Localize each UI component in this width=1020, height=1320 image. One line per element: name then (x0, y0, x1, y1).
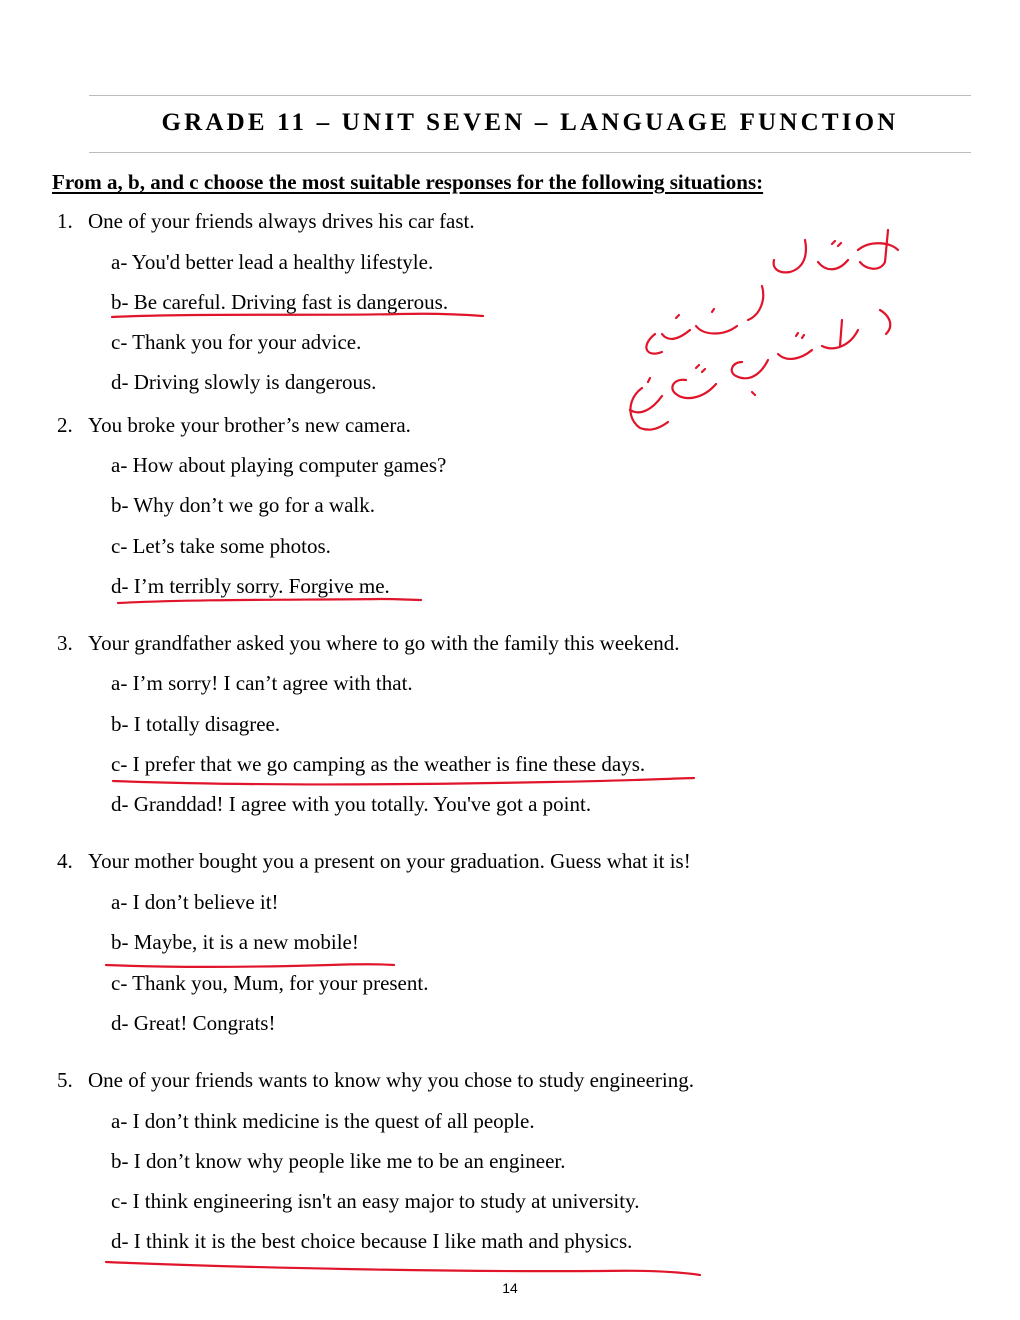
question-2 (57, 413, 411, 438)
question-3 (57, 631, 680, 656)
option-1c: c- Thank you for your advice. (111, 330, 362, 354)
option-2a: a- How about playing computer games? (111, 453, 447, 477)
option-3c: c- I prefer that we go camping as the weather is fine these days. (111, 752, 646, 776)
option-4b: b- Maybe, it is a new mobile! (111, 930, 359, 954)
answer-underline-4b (106, 964, 394, 967)
option-5d: d- I think it is the best choice because I like math and physics. (111, 1229, 633, 1253)
question-5 (57, 1068, 694, 1093)
question-prompt: One of your friends always drives his car fast. (88, 209, 475, 233)
answer-underline-2d (118, 599, 421, 603)
question-4 (57, 849, 691, 874)
question-prompt: One of your friends wants to know why you chose to study engineering. (88, 1068, 694, 1092)
title-rule (89, 152, 971, 153)
option-3b: b- I totally disagree. (111, 712, 281, 736)
question-number: 3. (57, 631, 73, 655)
option-3a: a- I’m sorry! I can’t agree with that. (111, 671, 413, 695)
option-5a: a- I don’t think medicine is the quest of all people. (111, 1109, 535, 1133)
option-3d: d- Granddad! I agree with you totally. You've got a point. (111, 792, 592, 816)
option-4d: d- Great! Congrats! (111, 1011, 276, 1035)
question-number: 5. (57, 1068, 73, 1092)
question-prompt: Your mother bought you a present on your graduation. Guess what it is! (88, 849, 691, 873)
answer-underline-3c (113, 778, 694, 785)
option-2c: c- Let’s take some photos. (111, 534, 331, 558)
option-5b: b- I don’t know why people like me to be an engineer. (111, 1149, 566, 1173)
option-1a: a- You'd better lead a healthy lifestyle. (111, 250, 434, 274)
option-1d: d- Driving slowly is dangerous. (111, 370, 377, 394)
question-prompt: You broke your brother’s new camera. (88, 413, 411, 437)
question-number: 4. (57, 849, 73, 873)
page-title: GRADE 11 – UNIT SEVEN – LANGUAGE FUNCTION (161, 109, 899, 136)
question-number: 1. (57, 209, 73, 233)
option-4a: a- I don’t believe it! (111, 890, 279, 914)
option-2d: d- I’m terribly sorry. Forgive me. (111, 574, 390, 598)
instructions: From a, b, and c choose the most suitable responses for the following situations: (52, 170, 764, 194)
option-1b: b- Be careful. Driving fast is dangerous. (111, 290, 449, 314)
answer-underline-5d (106, 1262, 700, 1275)
page-number: 14 (502, 1280, 518, 1296)
question-number: 2. (57, 413, 73, 437)
option-2b: b- Why don’t we go for a walk. (111, 493, 375, 517)
handwritten-arabic-note (630, 230, 898, 430)
question-1 (57, 209, 475, 234)
top-rule (89, 95, 971, 96)
option-5c: c- I think engineering isn't an easy major to study at university. (111, 1189, 640, 1213)
option-4c: c- Thank you, Mum, for your present. (111, 971, 429, 995)
question-prompt: Your grandfather asked you where to go with the family this weekend. (88, 631, 680, 655)
